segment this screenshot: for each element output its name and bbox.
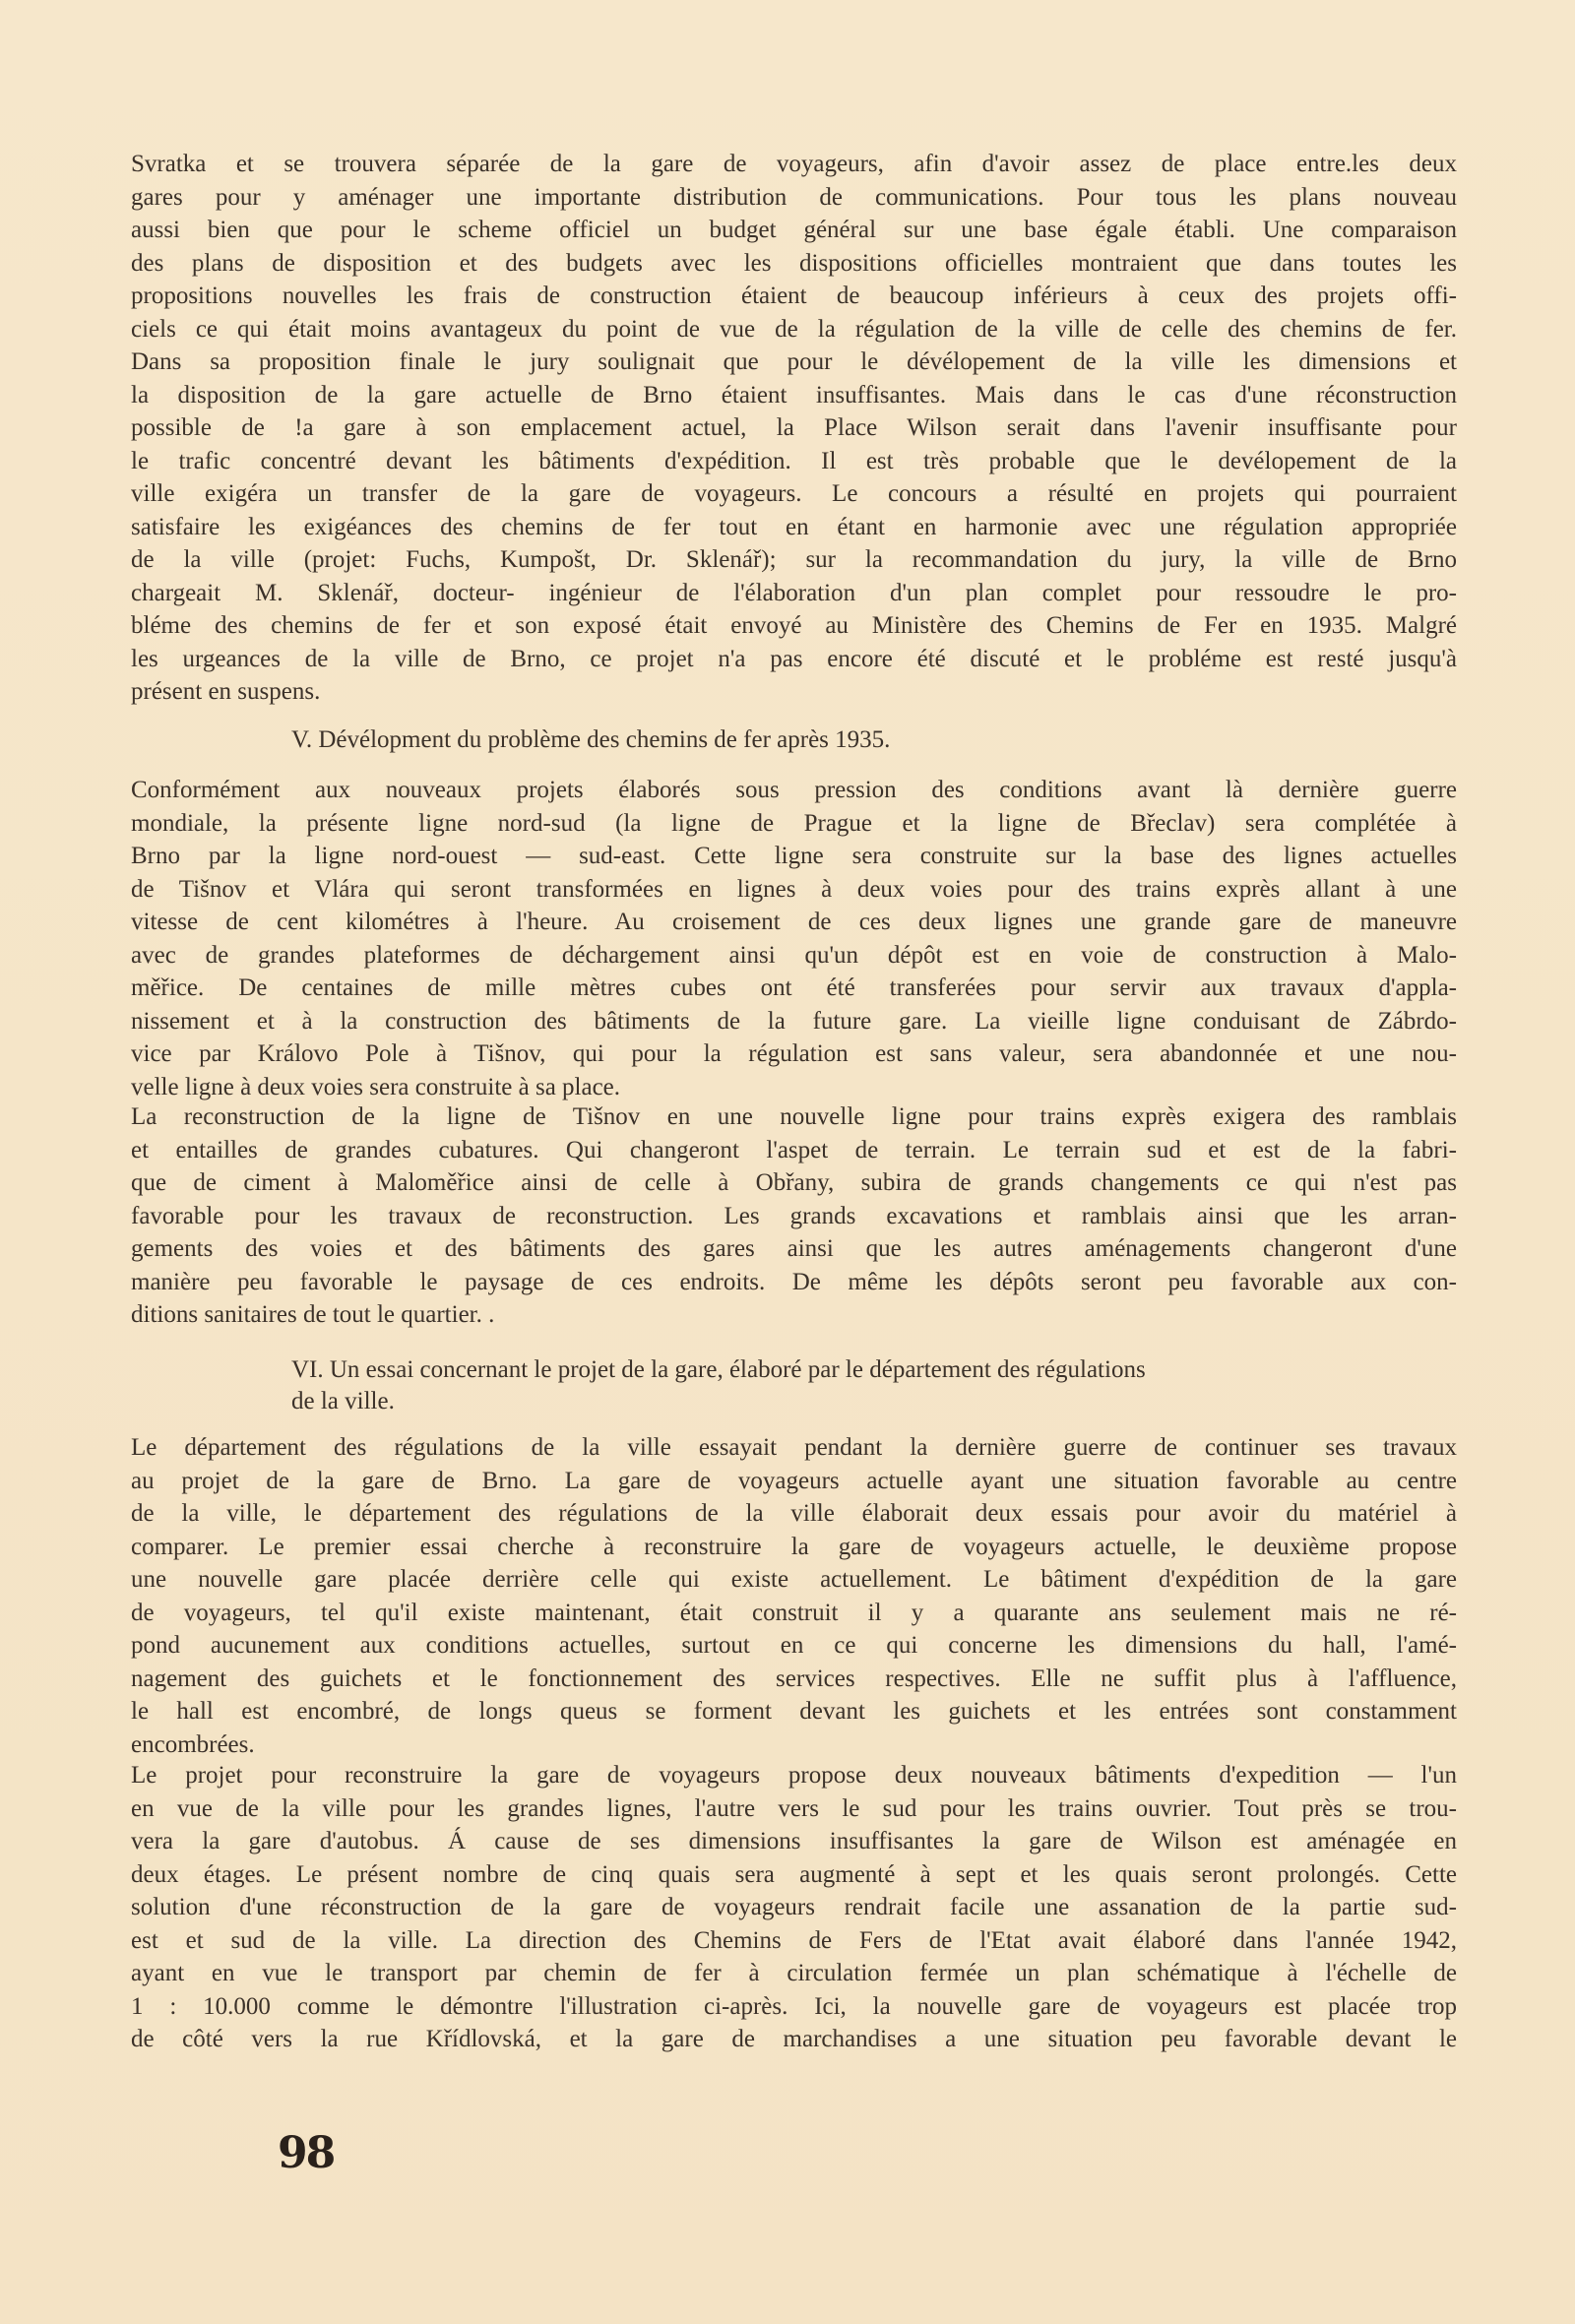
text-line: aussi bien que pour le scheme officiel un budget général sur une base égale établi. Une comparaison	[131, 217, 1457, 243]
text-line: de la ville (projet: Fuchs, Kumpošt, Dr. Sklenář); sur la recommandation du jury, la ville de Brno	[131, 546, 1457, 573]
text-line: vera la gare d'autobus. Á cause de ses dimensions insuffisantes la gare de Wilson est aménagée en	[131, 1828, 1457, 1854]
text-line: de la ville, le département des régulations de la ville élaborait deux essais pour avoir du matériel à	[131, 1500, 1457, 1527]
text-line: gements des voies et des bâtiments des gares ainsi que les autres aménagements changeront d'une	[131, 1235, 1457, 1262]
text-line: comparer. Le premier essai cherche à reconstruire la gare de voyageurs actuelle, le deuxième propose	[131, 1533, 1457, 1560]
text-line: ditions sanitaires de tout le quartier. .	[131, 1301, 495, 1328]
text-line: nissement et à la construction des bâtiments de la future gare. La vieille ligne conduisant de Zábrdo-	[131, 1007, 1457, 1035]
text-line: ciels ce qui était moins avantageux du point de vue de la régulation de la ville de celle des chemins de fer.	[131, 315, 1457, 343]
text-line: encombrées.	[131, 1730, 255, 1758]
text-line: de côté vers la rue Křídlovská, et la gare de marchandises a une situation peu favorable devant le	[131, 2026, 1457, 2052]
text-line: vitesse de cent kilométres à l'heure. Au croisement de ces deux lignes une grande gare de maneuvre	[131, 909, 1457, 935]
text-line: ville exigéra un transfer de la gare de voyageurs. Le concours a résulté en projets qui pourraient	[131, 480, 1457, 507]
text-line: une nouvelle gare placée derrière celle qui existe actuellement. Le bâtiment d'expédition de la gare	[131, 1566, 1457, 1593]
text-line: 1 : 10.000 comme le démontre l'illustration ci-après. Ici, la nouvelle gare de voyageurs est placée trop	[131, 1992, 1457, 2020]
text-line: de Tišnov et Vlára qui seront transformées en lignes à deux voies pour des trains exprès allant à une	[131, 875, 1457, 903]
text-line: nagement des guichets et le fonctionnement des services respectives. Elle ne suffit plus à l'affluence,	[131, 1664, 1457, 1692]
text-line: mondiale, la présente ligne nord-sud (la ligne de Prague et la ligne de Břeclav) sera complétée à	[131, 809, 1457, 837]
text-line: des plans de disposition et des budgets avec les dispositions officielles montraient que dans toutes les	[131, 249, 1457, 277]
text-line: manière peu favorable le paysage de ces endroits. De même les dépôts seront peu favorable aux con-	[131, 1268, 1457, 1295]
text-line: favorable pour les travaux de reconstruction. Les grands excavations et ramblais ainsi que les arran-	[131, 1202, 1457, 1229]
text-line: Le projet pour reconstruire la gare de voyageurs propose deux nouveaux bâtiments d'expedition — l'un	[131, 1762, 1457, 1789]
text-line: en vue de la ville pour les grandes lignes, l'autre vers le sud pour les trains ouvrier. Tout près se trou-	[131, 1794, 1457, 1822]
text-line: Le département des régulations de la ville essayait pendant la dernière guerre de continuer ses travaux	[131, 1434, 1457, 1461]
text-line: les urgeances de la ville de Brno, ce projet n'a pas encore été discuté et le probléme est resté jusqu'à	[131, 645, 1457, 672]
text-line: ayant en vue le transport par chemin de fer à circulation fermée un plan schématique à l'échelle de	[131, 1960, 1457, 1986]
paragraph-4	[131, 1431, 1457, 1761]
paragraph-3	[131, 1100, 1457, 1332]
text-line: Dans sa proposition finale le jury soulignait que pour le dévélopement de la ville les dimensions et	[131, 348, 1457, 375]
text-line: le trafic concentré devant les bâtiments d'expédition. Il est très probable que le devélopement de la	[131, 447, 1457, 474]
text-line: est et sud de la ville. La direction des Chemins de Fers de l'Etat avait élaboré dans l'année 1942,	[131, 1926, 1457, 1954]
text-line: La reconstruction de la ligne de Tišnov en une nouvelle ligne pour trains exprès exigera des ramblais	[131, 1103, 1457, 1130]
text-line: satisfaire les exigéances des chemins de fer tout en étant en harmonie avec une régulation appropriée	[131, 513, 1457, 540]
text-line: la disposition de la gare actuelle de Brno étaient insuffisantes. Mais dans le cas d'une réconstruction	[131, 381, 1457, 408]
page-number: 98	[278, 2128, 335, 2178]
text-line: pond aucunement aux conditions actuelles, surtout en ce qui concerne les dimensions du hall, l'amé-	[131, 1632, 1457, 1659]
text-line: Conformément aux nouveaux projets élaborés sous pression des conditions avant là dernière guerre	[131, 777, 1457, 803]
text-line: et entailles de grandes cubatures. Qui changeront l'aspet de terrain. Le terrain sud et est de la fabri-	[131, 1136, 1457, 1163]
paragraph-2	[131, 774, 1457, 1103]
text-line: propositions nouvelles les frais de construction étaient de beaucoup inférieurs à ceux des projets offi-	[131, 283, 1457, 309]
text-line: de voyageurs, tel qu'il existe maintenant, était construit il y a quarante ans seulement mais ne ré-	[131, 1599, 1457, 1626]
text-line: avec de grandes plateformes de déchargement ainsi qu'un dépôt est en voie de construction à Malo-	[131, 941, 1457, 969]
text-line: au projet de la gare de Brno. La gare de voyageurs actuelle ayant une situation favorable au centre	[131, 1467, 1457, 1494]
text-line: Brno par la ligne nord-ouest — sud-east. Cette ligne sera construite sur la base des lignes actuelles	[131, 843, 1457, 869]
text-line: présent en suspens.	[131, 678, 321, 705]
text-line: velle ligne à deux voies sera construite à sa place.	[131, 1073, 621, 1100]
text-line: bléme des chemins de fer et son exposé était envoyé au Ministère des Chemins de Fer en 1935. Malgré	[131, 612, 1457, 639]
text-line: vice par Královo Pole à Tišnov, qui pour la régulation est sans valeur, sera abandonnée et une nou-	[131, 1040, 1457, 1067]
section-heading-vi-continued: de la ville.	[291, 1388, 395, 1414]
text-line: le hall est encombré, de longs queus se forment devant les guichets et les entrées sont constamment	[131, 1698, 1457, 1725]
text-line: que de ciment à Maloměřice ainsi de celle à Obřany, subira de grands changements ce qui n'est pas	[131, 1169, 1457, 1196]
text-line: měřice. De centaines de mille mètres cubes ont été transferées pour servir aux travaux d'appla-	[131, 974, 1457, 1001]
text-line: possible de !a gare à son emplacement actuel, la Place Wilson serait dans l'avenir insuffisante pour	[131, 414, 1457, 441]
text-line: gares pour y aménager une importante distribution de communications. Pour tous les plans nouveau	[131, 183, 1457, 211]
text-line: chargeait M. Sklenář, docteur- ingénieur de l'élaboration d'un plan complet pour ressoudre le pro-	[131, 579, 1457, 606]
text-line: Svratka et se trouvera séparée de la gare de voyageurs, afin d'avoir assez de place entre.les deux	[131, 151, 1457, 177]
text-line: deux étages. Le présent nombre de cinq quais sera augmenté à sept et les quais seront prolongés. Cette	[131, 1860, 1457, 1888]
section-heading-vi: VI. Un essai concernant le projet de la gare, élaboré par le département des régulations	[291, 1356, 1146, 1383]
paragraph-5	[131, 1759, 1457, 2056]
section-heading-v: V. Dévélopment du problème des chemins de fer après 1935.	[291, 726, 891, 753]
text-line: solution d'une réconstruction de la gare de voyageurs rendrait facile une assanation de la partie sud-	[131, 1894, 1457, 1920]
paragraph-1	[131, 148, 1457, 709]
